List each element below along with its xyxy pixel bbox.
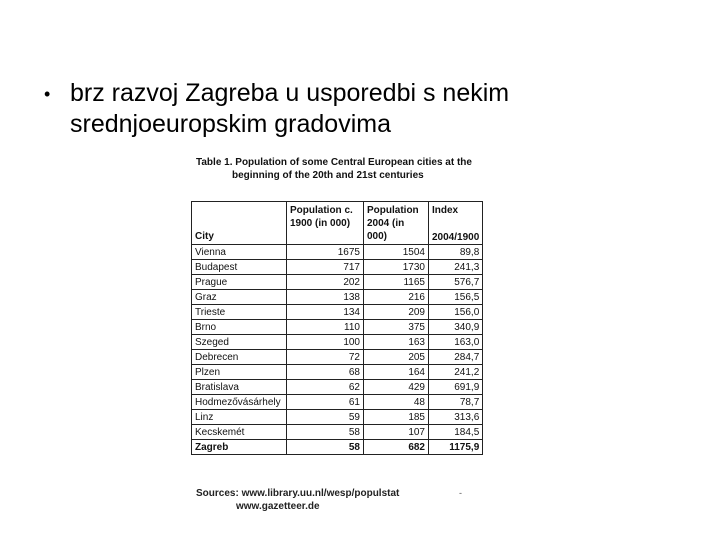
population-1900-cell: 100	[287, 335, 364, 350]
table-row	[192, 335, 483, 350]
index-cell: 1175,9	[429, 440, 483, 455]
population-2004-cell: 185	[364, 410, 429, 425]
header-index-label: Index	[432, 205, 459, 216]
population-2004-cell: 163	[364, 335, 429, 350]
index-cell: 184,5	[429, 425, 483, 440]
population-2004-cell: 107	[364, 425, 429, 440]
population-2004-cell: 682	[364, 440, 429, 455]
bullet-text-line1: brz razvoj Zagreba u usporedbi s nekim	[70, 79, 510, 107]
sources-note	[196, 487, 399, 513]
sources-line2: www.gazetteer.de	[236, 501, 320, 512]
table-row	[192, 320, 483, 335]
table-row	[192, 275, 483, 290]
index-cell: 163,0	[429, 335, 483, 350]
population-2004-cell: 1730	[364, 260, 429, 275]
index-cell: 313,6	[429, 410, 483, 425]
index-cell: 241,3	[429, 260, 483, 275]
table-row	[192, 380, 483, 395]
index-cell: 691,9	[429, 380, 483, 395]
header-index	[429, 202, 483, 245]
table-caption-line1: Table 1. Population of some Central European cities at the	[196, 157, 472, 168]
population-1900-cell: 717	[287, 260, 364, 275]
population-1900-cell: 202	[287, 275, 364, 290]
city-cell: Zagreb	[192, 440, 287, 455]
city-cell: Prague	[192, 275, 287, 290]
table-row	[192, 410, 483, 425]
city-cell: Hodmezővásárhely	[192, 395, 287, 410]
table-header-row	[192, 202, 483, 245]
sources-line1: Sources: www.library.uu.nl/wesp/populstat	[196, 488, 400, 499]
population-2004-cell: 205	[364, 350, 429, 365]
table-row	[192, 440, 483, 455]
city-cell: Budapest	[192, 260, 287, 275]
table-row	[192, 305, 483, 320]
city-cell: Trieste	[192, 305, 287, 320]
header-index-sub: 2004/1900	[432, 232, 480, 243]
population-2004-cell: 164	[364, 365, 429, 380]
city-cell: Kecskemét	[192, 425, 287, 440]
bullet-text-line2: srednjoeuropskim gradovima	[70, 110, 391, 138]
city-cell: Graz	[192, 290, 287, 305]
city-cell: Linz	[192, 410, 287, 425]
city-cell: Vienna	[192, 245, 287, 260]
population-2004-cell: 429	[364, 380, 429, 395]
population-1900-cell: 68	[287, 365, 364, 380]
index-cell: 78,7	[429, 395, 483, 410]
population-1900-cell: 58	[287, 440, 364, 455]
population-2004-cell: 216	[364, 290, 429, 305]
city-cell: Debrecen	[192, 350, 287, 365]
table-caption-line2: beginning of the 20th and 21st centuries	[232, 170, 424, 181]
population-2004-cell: 375	[364, 320, 429, 335]
index-cell: 156,0	[429, 305, 483, 320]
city-cell: Szeged	[192, 335, 287, 350]
header-city: City	[192, 202, 287, 245]
city-cell: Brno	[192, 320, 287, 335]
city-cell: Plzen	[192, 365, 287, 380]
population-2004-cell: 209	[364, 305, 429, 320]
table-row	[192, 395, 483, 410]
population-1900-cell: 138	[287, 290, 364, 305]
index-cell: 156,5	[429, 290, 483, 305]
bullet-text	[70, 78, 684, 140]
population-1900-cell: 1675	[287, 245, 364, 260]
bullet-symbol: •	[44, 84, 51, 104]
table-row	[192, 350, 483, 365]
index-cell: 576,7	[429, 275, 483, 290]
population-1900-cell: 110	[287, 320, 364, 335]
index-cell: 340,9	[429, 320, 483, 335]
index-cell: 241,2	[429, 365, 483, 380]
population-1900-cell: 62	[287, 380, 364, 395]
table-body	[192, 245, 483, 455]
index-cell: 89,8	[429, 245, 483, 260]
table-row	[192, 425, 483, 440]
population-2004-cell: 48	[364, 395, 429, 410]
header-population-2004: Population 2004 (in 000)	[364, 202, 429, 245]
table-caption	[196, 156, 496, 182]
table-row	[192, 365, 483, 380]
table-row	[192, 245, 483, 260]
bullet-item	[44, 78, 684, 140]
population-1900-cell: 61	[287, 395, 364, 410]
population-1900-cell: 134	[287, 305, 364, 320]
population-table	[191, 201, 483, 455]
population-1900-cell: 59	[287, 410, 364, 425]
population-1900-cell: 72	[287, 350, 364, 365]
scan-mark: -	[459, 488, 462, 498]
population-2004-cell: 1165	[364, 275, 429, 290]
header-population-1900: Population c. 1900 (in 000)	[287, 202, 364, 245]
index-cell: 284,7	[429, 350, 483, 365]
population-2004-cell: 1504	[364, 245, 429, 260]
population-1900-cell: 58	[287, 425, 364, 440]
table-row	[192, 260, 483, 275]
table-row	[192, 290, 483, 305]
city-cell: Bratislava	[192, 380, 287, 395]
